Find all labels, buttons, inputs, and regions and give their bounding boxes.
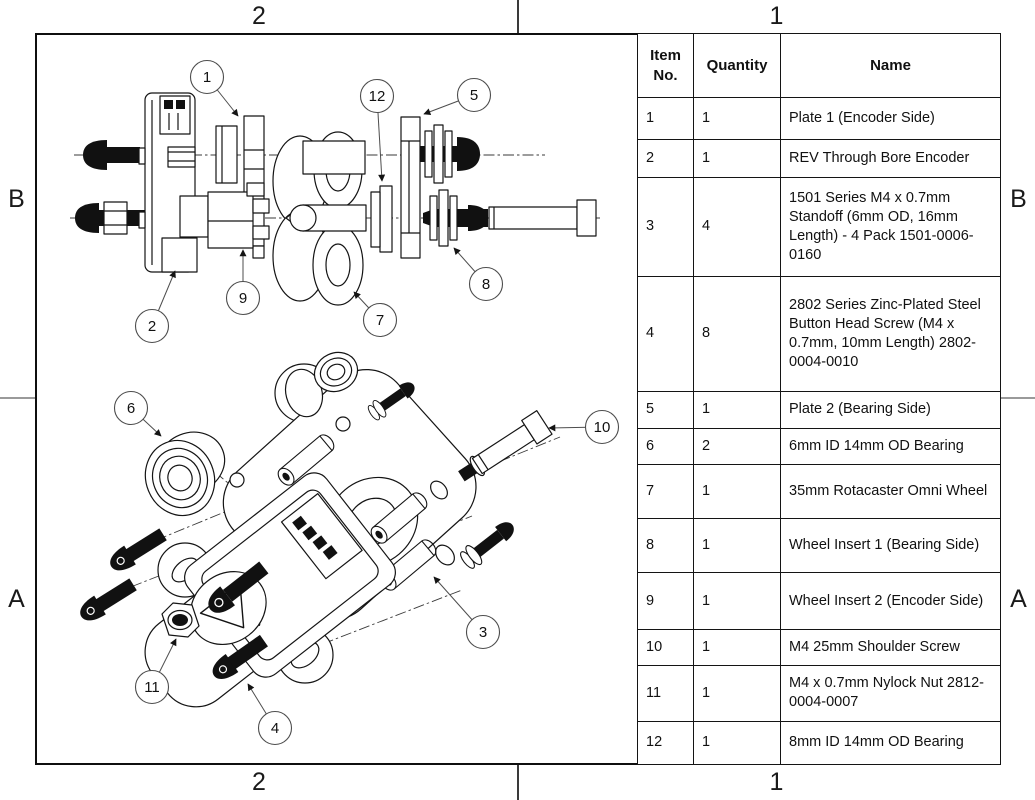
svg-text:11: 11: [144, 679, 160, 696]
balloon-10: [586, 411, 619, 444]
bom-cell-name: Plate 1 (Encoder Side): [781, 98, 1001, 140]
balloon-9: [227, 282, 260, 315]
balloon-3: [467, 616, 500, 649]
encoder-side-profile: [139, 93, 208, 272]
balloon-6: [115, 392, 148, 425]
bom-cell-item: 2: [638, 140, 694, 178]
exploded-side-view: [70, 93, 600, 305]
bom-row: [638, 665, 1001, 721]
bom-cell-qty: 1: [694, 629, 781, 665]
bom-cell-item: 9: [638, 573, 694, 629]
zone-tick-right: [1000, 397, 1035, 399]
bom-cell-name: Wheel Insert 1 (Bearing Side): [781, 519, 1001, 573]
bom-cell-qty: 1: [694, 465, 781, 519]
bom-cell-name: Wheel Insert 2 (Encoder Side): [781, 573, 1001, 629]
balloon-1: [191, 61, 224, 94]
bom-cell-name: Plate 2 (Bearing Side): [781, 391, 1001, 428]
zone-tick-left: [0, 397, 35, 399]
bom-row: [638, 98, 1001, 140]
bom-cell-item: 3: [638, 178, 694, 276]
bom-cell-qty: 2: [694, 428, 781, 464]
bom-cell-qty: 1: [694, 391, 781, 428]
bom-header-row: [638, 34, 1001, 98]
bom-row: [638, 465, 1001, 519]
bom-cell-qty: 1: [694, 98, 781, 140]
nylock-nut-iso: [162, 603, 199, 637]
exploded-isometric-view: [76, 345, 560, 721]
bearing-8mm-side-profile: [371, 186, 392, 252]
bom-cell-name: 35mm Rotacaster Omni Wheel: [781, 465, 1001, 519]
encoder-spacer-plate: [216, 126, 237, 183]
zone-label-top-right: 1: [769, 2, 784, 30]
zone-label-left-a: A: [8, 584, 25, 613]
bom-cell-name: 6mm ID 14mm OD Bearing: [781, 428, 1001, 464]
bom-cell-name: 2802 Series Zinc-Plated Steel Button Head Screw (M4 x 0.7mm, 10mm Length) 2802-0004-0010: [781, 276, 1001, 391]
shoulder-screw-iso: [454, 411, 552, 488]
bom-row: [638, 391, 1001, 428]
zone-label-bottom-right: 1: [769, 767, 784, 796]
bom-header-name: Name: [781, 34, 1001, 98]
shoulder-screw-side-profile: [423, 190, 596, 246]
svg-text:5: 5: [469, 87, 479, 104]
button-screw-side-top-left: [83, 140, 140, 170]
svg-text:10: 10: [593, 419, 611, 436]
plate2-side-profile: [401, 117, 420, 258]
zone-label-left-b: B: [8, 184, 25, 213]
button-screw-side-bottom-left: [75, 202, 145, 234]
button-screw-iso-left-2: [76, 575, 139, 626]
svg-text:3: 3: [478, 624, 488, 641]
bom-cell-qty: 1: [694, 721, 781, 764]
bom-cell-name: 1501 Series M4 x 0.7mm Standoff (6mm OD, 16mm Length) - 4 Pack 1501-0006-0160: [781, 178, 1001, 276]
bom-header-item-no: Item No.: [638, 34, 694, 98]
bom-cell-name: M4 x 0.7mm Nylock Nut 2812-0004-0007: [781, 665, 1001, 721]
bom-row: [638, 178, 1001, 276]
bom-cell-qty: 1: [694, 519, 781, 573]
bom-header-quantity: Quantity: [694, 34, 781, 98]
svg-text:6: 6: [126, 400, 136, 417]
zone-label-top-left: 2: [252, 2, 266, 30]
zone-tick-top: [517, 0, 519, 33]
bom-table-container: [637, 33, 1000, 765]
bom-cell-name: 8mm ID 14mm OD Bearing: [781, 721, 1001, 764]
svg-text:2: 2: [147, 318, 157, 335]
bom-cell-item: 6: [638, 428, 694, 464]
svg-text:7: 7: [375, 312, 385, 329]
bom-cell-name: M4 25mm Shoulder Screw: [781, 629, 1001, 665]
balloon-8: [470, 268, 503, 301]
bom-cell-qty: 8: [694, 276, 781, 391]
balloon-11: [136, 671, 169, 704]
bom-cell-item: 4: [638, 276, 694, 391]
svg-text:1: 1: [202, 69, 212, 86]
button-screw-iso-right: [457, 516, 519, 572]
balloon-5: [458, 79, 491, 112]
bom-cell-qty: 1: [694, 665, 781, 721]
svg-text:12: 12: [368, 88, 386, 105]
bom-row: [638, 140, 1001, 178]
bom-cell-item: 12: [638, 721, 694, 764]
bom-cell-qty: 1: [694, 573, 781, 629]
omni-wheel-side-profile: [273, 132, 366, 305]
bom-cell-qty: 4: [694, 178, 781, 276]
balloon-7: [364, 304, 397, 337]
balloon-12: [361, 80, 394, 113]
bom-row: [638, 629, 1001, 665]
zone-tick-bottom: [517, 765, 519, 800]
bom-row: [638, 573, 1001, 629]
bom-cell-item: 5: [638, 391, 694, 428]
bom-row: [638, 276, 1001, 391]
svg-text:9: 9: [238, 290, 248, 307]
bom-cell-qty: 1: [694, 140, 781, 178]
balloon-2: [136, 310, 169, 343]
bom-cell-name: REV Through Bore Encoder: [781, 140, 1001, 178]
svg-text:4: 4: [270, 720, 280, 737]
bom-cell-item: 10: [638, 629, 694, 665]
balloon-4: [259, 712, 292, 745]
bom-row: [638, 519, 1001, 573]
bom-table: [637, 33, 1001, 765]
bom-row: [638, 721, 1001, 764]
bom-cell-item: 8: [638, 519, 694, 573]
zone-label-right-a: A: [1010, 584, 1027, 613]
svg-text:8: 8: [481, 276, 491, 293]
zone-label-bottom-left: 2: [252, 767, 266, 796]
button-screw-side-right: [420, 125, 480, 183]
bom-cell-item: 11: [638, 665, 694, 721]
bom-cell-item: 1: [638, 98, 694, 140]
zone-label-right-b: B: [1010, 184, 1027, 213]
bom-cell-item: 7: [638, 465, 694, 519]
bom-row: [638, 428, 1001, 464]
